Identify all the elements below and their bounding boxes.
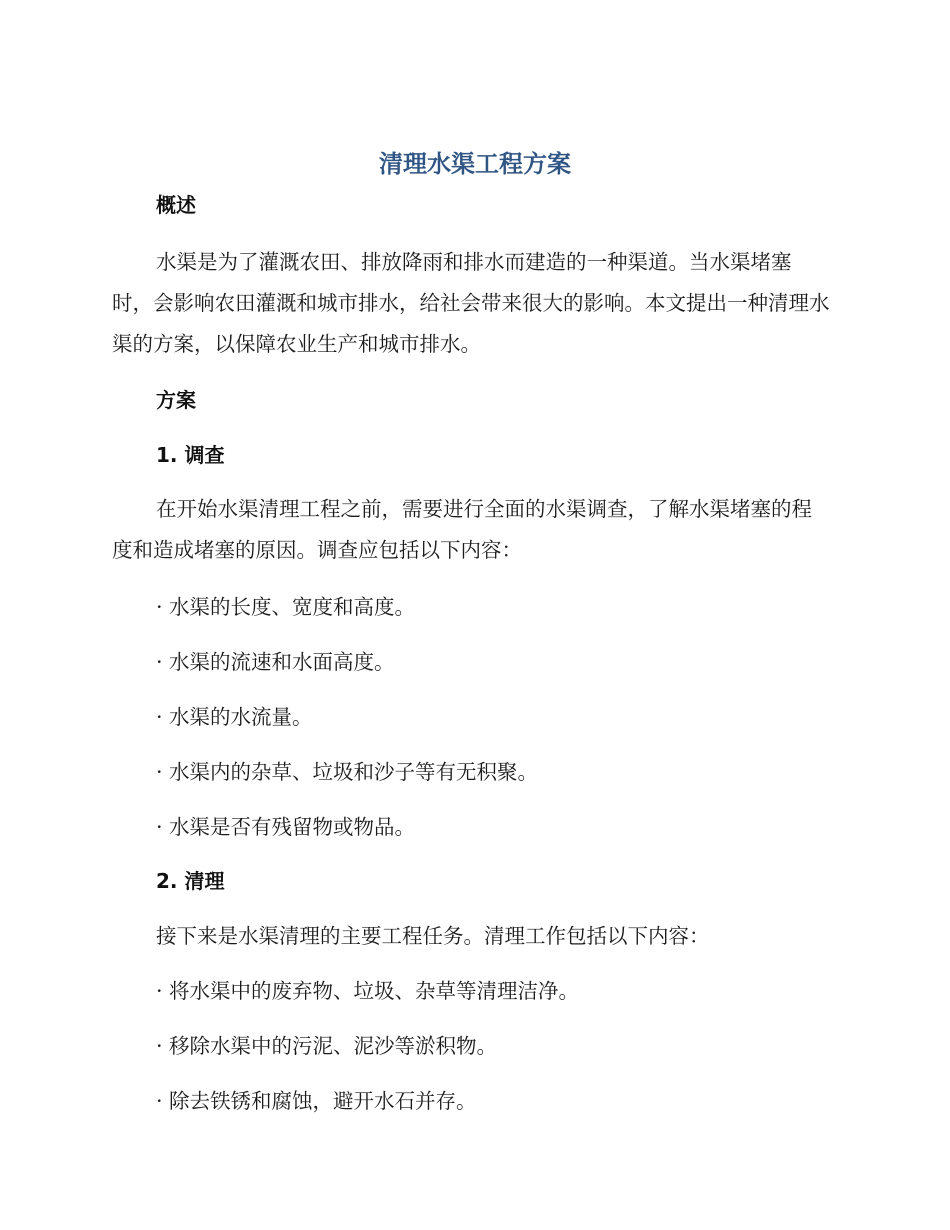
section-2-intro: 接下来是水渠清理的主要工程任务。清理工作包括以下内容： (156, 924, 710, 948)
overview-heading: 概述 (156, 193, 196, 217)
list-item: · 将水渠中的废弃物、垃圾、杂草等清理洁净。 (156, 979, 580, 1003)
section-2-heading: 2. 清理 (156, 869, 225, 893)
list-item: · 水渠是否有残留物或物品。 (156, 815, 416, 839)
list-item: · 除去铁锈和腐蚀，避开水石并存。 (156, 1089, 477, 1113)
list-item: · 移除水渠中的污泥、泥沙等淤积物。 (156, 1034, 498, 1058)
list-item: · 水渠的水流量。 (156, 705, 313, 729)
section-1-intro: 在开始水渠清理工程之前，需要进行全面的水渠调查，了解水渠堵塞的程度和造成堵塞的原因。调查应包括以下内容： (112, 497, 812, 562)
plan-heading: 方案 (156, 388, 196, 412)
document-title: 清理水渠工程方案 (379, 150, 571, 178)
section-1-heading: 1. 调查 (156, 443, 225, 467)
list-item: · 水渠内的杂草、垃圾和沙子等有无积聚。 (156, 760, 539, 784)
list-item: · 水渠的长度、宽度和高度。 (156, 595, 416, 619)
overview-paragraph: 水渠是为了灌溉农田、排放降雨和排水而建造的一种渠道。当水渠堵塞时，会影响农田灌溉和城市排水，给社会带来很大的影响。本文提出一种清理水渠的方案，以保障农业生产和城市排水。 (112, 250, 830, 356)
list-item: · 水渠的流速和水面高度。 (156, 650, 395, 674)
